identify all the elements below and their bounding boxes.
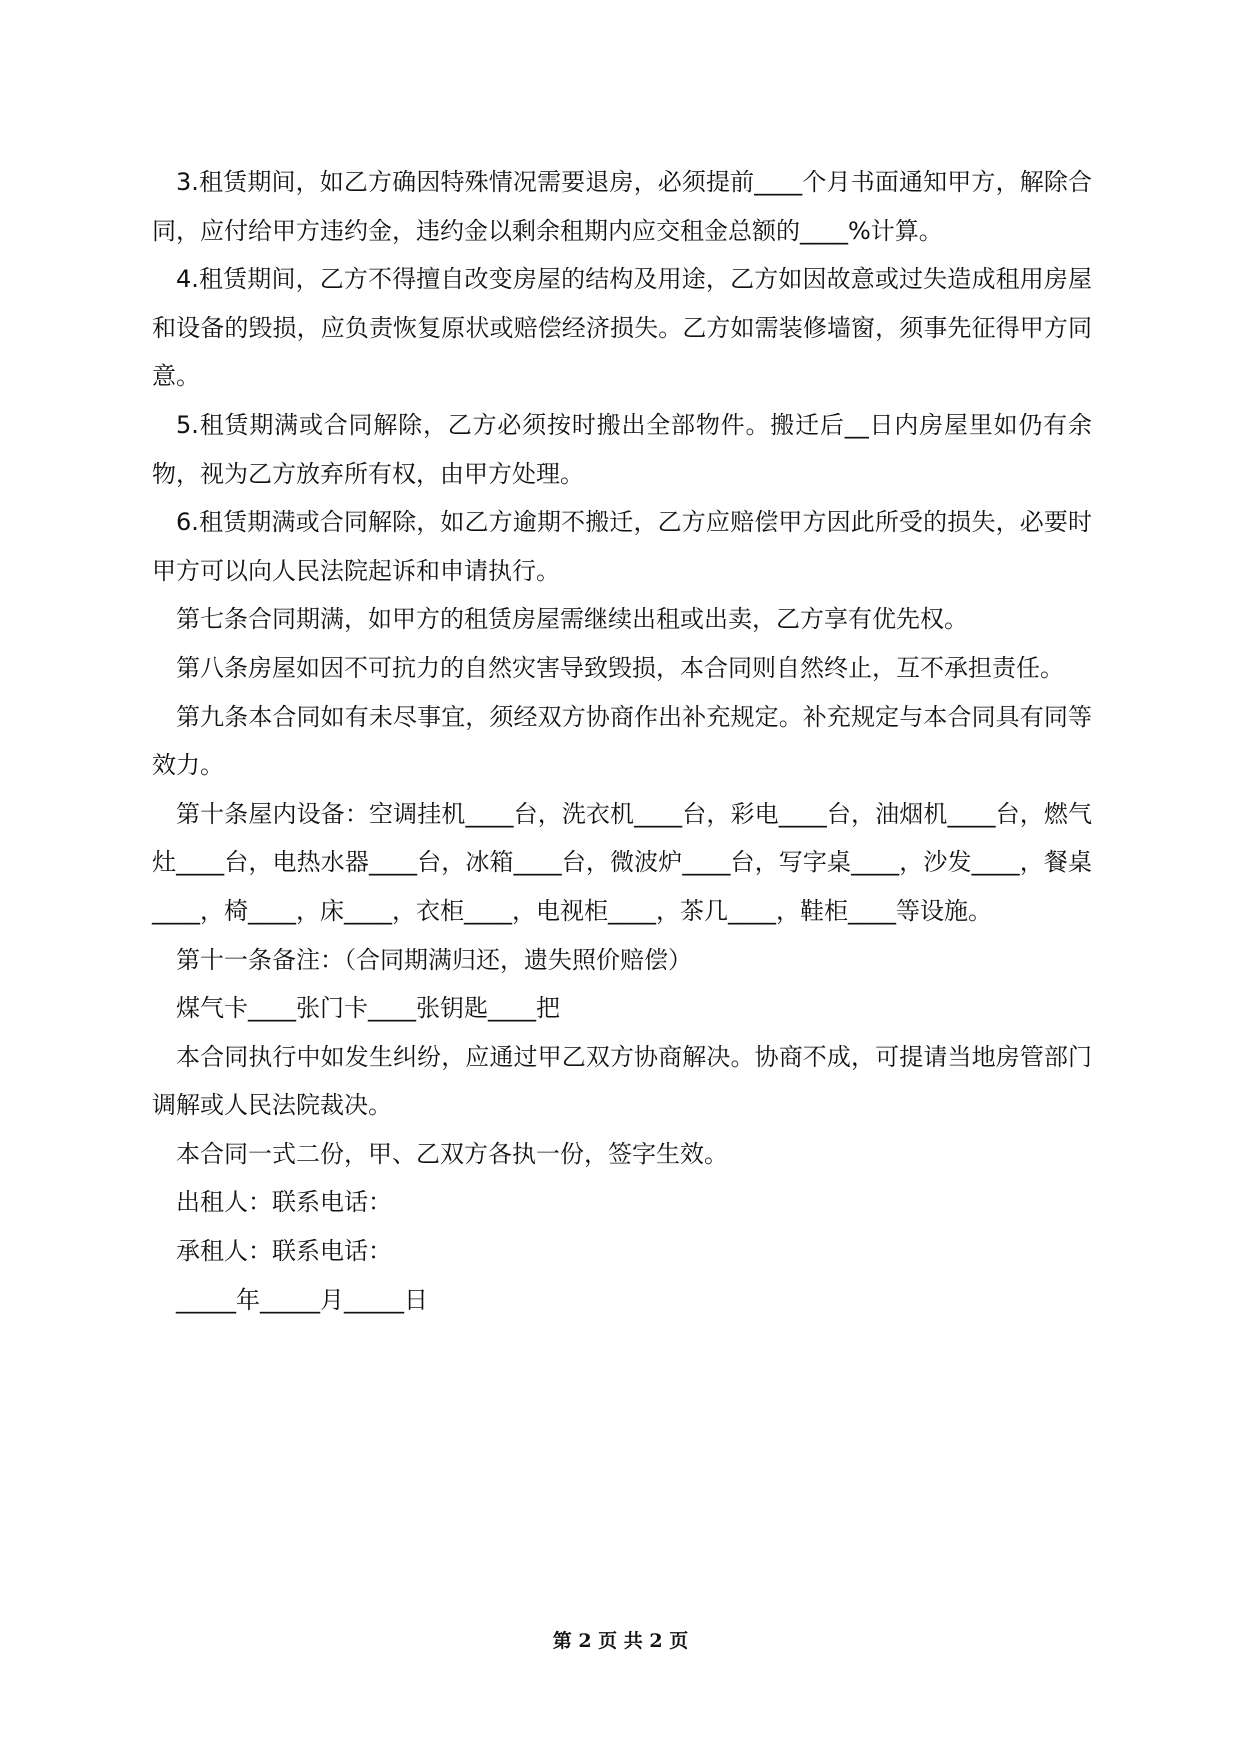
lessee-signature-line: 承租人：联系电话： [176, 1237, 392, 1266]
page-number-footer: 第 2 页 共 2 页 [552, 1630, 689, 1652]
article-11-remarks: 第十一条备注：（合同期满归还，遗失照价赔偿） [176, 945, 692, 974]
copies-clause: 本合同一式二份，甲、乙双方各执一份，签字生效。 [176, 1139, 728, 1168]
article-7-priority-right: 第七条合同期满，如甲方的租赁房屋需继续出租或出卖，乙方享有优先权。 [176, 605, 968, 634]
clause-6-overstay: 6.租赁期满或合同解除，如乙方逾期不搬迁，乙方应赔偿甲方因此所受的损失，必要时甲方可以向人民法院起诉和申请执行。 [152, 508, 1092, 585]
date-line: _____年_____月_____日 [176, 1285, 428, 1314]
article-9-supplementary: 第九条本合同如有未尽事宜，须经双方协商作出补充规定。补充规定与本合同具有同等效力。 [152, 702, 1092, 780]
document-body [152, 158, 1092, 1324]
article-8-force-majeure: 第八条房屋如因不可抗力的自然灾害导致毁损，本合同则自然终止，互不承担责任。 [176, 653, 1064, 682]
article-10-equipment: 第十条屋内设备：空调挂机____台，洗衣机____台，彩电____台，油烟机____台，燃气灶____台，电热水器____台，冰箱____台，微波炉____台，写字桌____，沙发____，餐桌____，椅____，床____，衣柜____，电视柜____，茶几____，鞋柜____等设施。 [152, 799, 1092, 925]
clause-3-early-termination: 3.租赁期间，如乙方确因特殊情况需要退房，必须提前____个月书面通知甲方，解除合同，应付给甲方违约金，违约金以剩余租期内应交租金总额的____%计算。 [152, 168, 1092, 245]
clause-4-alterations: 4.租赁期间，乙方不得擅自改变房屋的结构及用途，乙方如因故意或过失造成租用房屋和设备的毁损，应负责恢复原状或赔偿经济损失。乙方如需装修墙窗，须事先征得甲方同意。 [152, 265, 1092, 391]
keys-and-cards: 煤气卡____张门卡____张钥匙____把 [176, 994, 560, 1023]
lessor-signature-line: 出租人：联系电话： [176, 1188, 392, 1217]
clause-5-move-out: 5.租赁期满或合同解除，乙方必须按时搬出全部物件。搬迁后__日内房屋里如仍有余物，视为乙方放弃所有权，由甲方处理。 [152, 410, 1092, 488]
dispute-resolution: 本合同执行中如发生纠纷，应通过甲乙双方协商解决。协商不成，可提请当地房管部门调解或人民法院裁决。 [152, 1042, 1092, 1120]
